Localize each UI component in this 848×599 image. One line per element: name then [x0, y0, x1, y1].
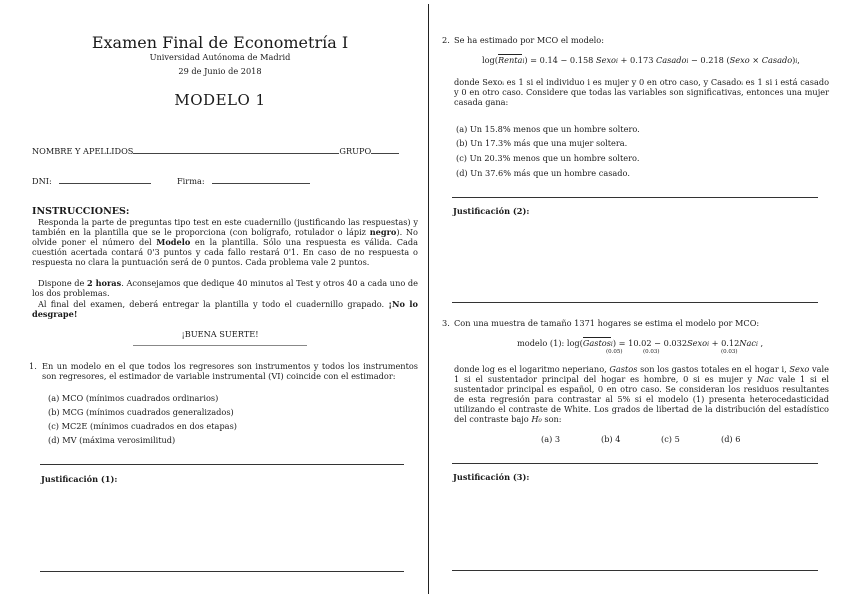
q2-eq-sub: i: [795, 58, 798, 65]
q2-eq-lhs: log(: [482, 55, 498, 65]
q2-eq-part3: − 0.218 (: [688, 55, 730, 65]
q3-eq-end: ,: [757, 338, 764, 348]
q3-text-c: vale 1 si el sustentador principal del hogar es hombre, 0 si es mujer y: [454, 364, 830, 384]
q1-option-a[interactable]: (a) MCO (mínimos cuadrados ordinarios): [48, 393, 219, 403]
p2-c: . Aconsejamos que dedique 40 minutos al Test y otros 40 a cada uno de los dos problemas.: [32, 278, 418, 298]
q2-option-c[interactable]: (c) Un 20.3% menos que un hombre soltero.: [456, 153, 640, 163]
q3-top-rule: [452, 463, 818, 464]
q2-intro: Se ha estimado por MCO el modelo:: [454, 35, 604, 45]
q2-bottom-rule[interactable]: [452, 302, 818, 303]
group-label: GRUPO: [339, 146, 372, 156]
q3-eq-sexo: Sexo: [687, 338, 708, 348]
dni-label: DNI:: [32, 176, 52, 186]
q2-number: 2.: [442, 35, 450, 45]
instructions-heading-text: INSTRUCCIONES: [32, 206, 126, 217]
q1-bottom-rule[interactable]: [40, 571, 404, 572]
p1-bold-2: Modelo: [156, 237, 191, 247]
q3-eq-plus: + 0.12: [709, 338, 740, 348]
dni-blank[interactable]: [59, 183, 151, 184]
q3-text-b: son los gastos totales en el hogar i,: [637, 364, 790, 374]
q3-text-gastos: Gastos: [609, 364, 638, 374]
q3-text: [454, 364, 829, 424]
q3-option-c[interactable]: (c) 5: [661, 434, 680, 444]
q2-eq-part2: + 0.173: [617, 55, 657, 65]
q2-text: donde Sexoᵢ es 1 si el individuo i es mujer y 0 en otro caso, y Casadoᵢ es 1 si i está casado y 0 en otro caso. Considere que todas las variables son significativas, entonces una mujer casada gana:: [454, 77, 829, 107]
model-number: MODELO 1: [174, 91, 266, 109]
q3-eq-gastos: Gastos: [582, 338, 611, 348]
university: Universidad Autónoma de Madrid: [149, 52, 291, 62]
p1-bold-1: negro: [369, 227, 397, 237]
instructions-p2: [32, 278, 418, 298]
name-blank[interactable]: [133, 153, 339, 154]
q2-option-d[interactable]: (d) Un 37.6% más que un hombre casado.: [456, 168, 630, 178]
good-luck-rule: [133, 345, 307, 346]
page-divider: [428, 4, 429, 594]
signature-field: [177, 176, 310, 186]
p1-c: ). No olvide poner el número del: [32, 227, 418, 247]
dni-field: [32, 176, 151, 186]
instructions-heading: INSTRUCCIONES:: [32, 206, 130, 217]
q3-se-2: (0.03): [643, 349, 660, 355]
q3-eq-mid: ) = 10.02 − 0.032: [612, 338, 688, 348]
p1-a: Responda la parte de preguntas tipo test en este cuadernillo (justificando las respuestas) y también en la plantilla que se le proporciona (con bolígrafo, rotulador o lápiz: [32, 217, 418, 237]
q3-text-a: donde log es el logaritmo neperiano,: [454, 364, 610, 374]
q1-option-b[interactable]: (b) MCG (mínimos cuadrados generalizados): [48, 407, 234, 417]
q2-top-rule: [452, 197, 818, 198]
instructions-p1: [32, 217, 418, 267]
q3-option-a[interactable]: (a) 3: [541, 434, 561, 444]
q3-equation: modelo (1): log(Gastosi) = 10.02 − 0.032Sexoi + 0.12Naci ,: [517, 338, 764, 348]
q2-option-b[interactable]: (b) Un 17.3% más que una mujer soltera.: [456, 138, 628, 148]
q3-text-nac: Nac: [756, 374, 774, 384]
q1-number: 1.: [29, 361, 37, 371]
q3-text-sexo: Sexo: [789, 364, 810, 374]
q3-se-1: (0.05): [606, 349, 623, 355]
q2-eq-renta: Renta: [497, 55, 523, 65]
q3-intro: Con una muestra de tamaño 1371 hogares se estima el modelo por MCO:: [454, 318, 760, 328]
q3-se-3: (0.03): [721, 349, 738, 355]
name-label: NOMBRE Y APELLIDOS: [32, 146, 134, 156]
q2-eq-casado: Casado: [656, 55, 687, 65]
q2-justification-label: Justificación (2):: [453, 206, 530, 216]
q3-bottom-rule[interactable]: [452, 570, 818, 571]
p3-bold: ¡No lo desgrape!: [32, 299, 418, 319]
q2-eq-part4: ): [792, 55, 796, 65]
p1-d: en la plantilla. Sólo una respuesta es válida. Cada cuestión acertada contará 0'3 puntos y cada fallo restará 0'1. En caso de no respuesta o respuesta no clara la puntuación será de 0 puntos. Cada problema vale 2 puntos.: [32, 237, 418, 267]
q1-option-c[interactable]: (c) MC2E (mínimos cuadrados en dos etapas): [48, 421, 237, 431]
group-blank[interactable]: [371, 153, 399, 154]
exam-date: 29 de Junio de 2018: [178, 66, 262, 76]
exam-title: Examen Final de Econometría I: [91, 33, 349, 52]
p2-a: Dispone de: [38, 278, 87, 288]
q3-justification-label: Justificación (3):: [453, 472, 530, 482]
p3-a: Al final del examen, deberá entregar la plantilla y todo el cuadernillo grapado.: [38, 299, 389, 309]
q3-text-h0: H₀: [531, 414, 542, 424]
q1-text: En un modelo en el que todos los regresores son instrumentos y todos los instrumentos son regresores, el estimador de variable instrumental (VI) coincide con el estimador:: [42, 361, 418, 381]
name-field: [32, 146, 399, 156]
q2-eq-interaction: Sexo × Casado: [729, 55, 793, 65]
q3-eq-nac: Nac: [739, 338, 756, 348]
q2-eq-sexo: Sexo: [595, 55, 616, 65]
q3-option-d[interactable]: (d) 6: [721, 434, 741, 444]
q2-eq-part1: ) = 0.14 − 0.158: [524, 55, 596, 65]
q1-option-d[interactable]: (d) MV (máxima verosimilitud): [48, 435, 176, 445]
q1-top-rule: [40, 464, 404, 465]
signature-blank[interactable]: [212, 183, 310, 184]
good-luck: ¡BUENA SUERTE!: [181, 329, 259, 339]
instructions-p3: [32, 299, 418, 319]
q3-option-b[interactable]: (b) 4: [601, 434, 621, 444]
q2-option-a[interactable]: (a) Un 15.8% menos que un hombre soltero.: [456, 124, 640, 134]
q2-equation: log(Rentai) = 0.14 − 0.158 Sexoi + 0.173 Casadoi − 0.218 (Sexo × Casado)i,: [482, 55, 800, 65]
signature-label: Firma:: [177, 176, 205, 186]
p2-bold: 2 horas: [87, 278, 122, 288]
q3-text-d: vale 1 si el sustentador principal es español, 0 en otro caso. Se consideran los residuos resultantes de esta regresión para contrastar al 5% si el modelo (1) presenta heterocedasticidad utilizando el contraste de White. Los grados de libertad de la distribución del estadístico del contraste bajo: [454, 374, 830, 424]
q3-eq-label: modelo (1): log(: [517, 338, 583, 348]
q1-justification-label: Justificación (1):: [41, 474, 118, 484]
q3-number: 3.: [442, 318, 450, 328]
q3-text-e: son:: [541, 414, 562, 424]
